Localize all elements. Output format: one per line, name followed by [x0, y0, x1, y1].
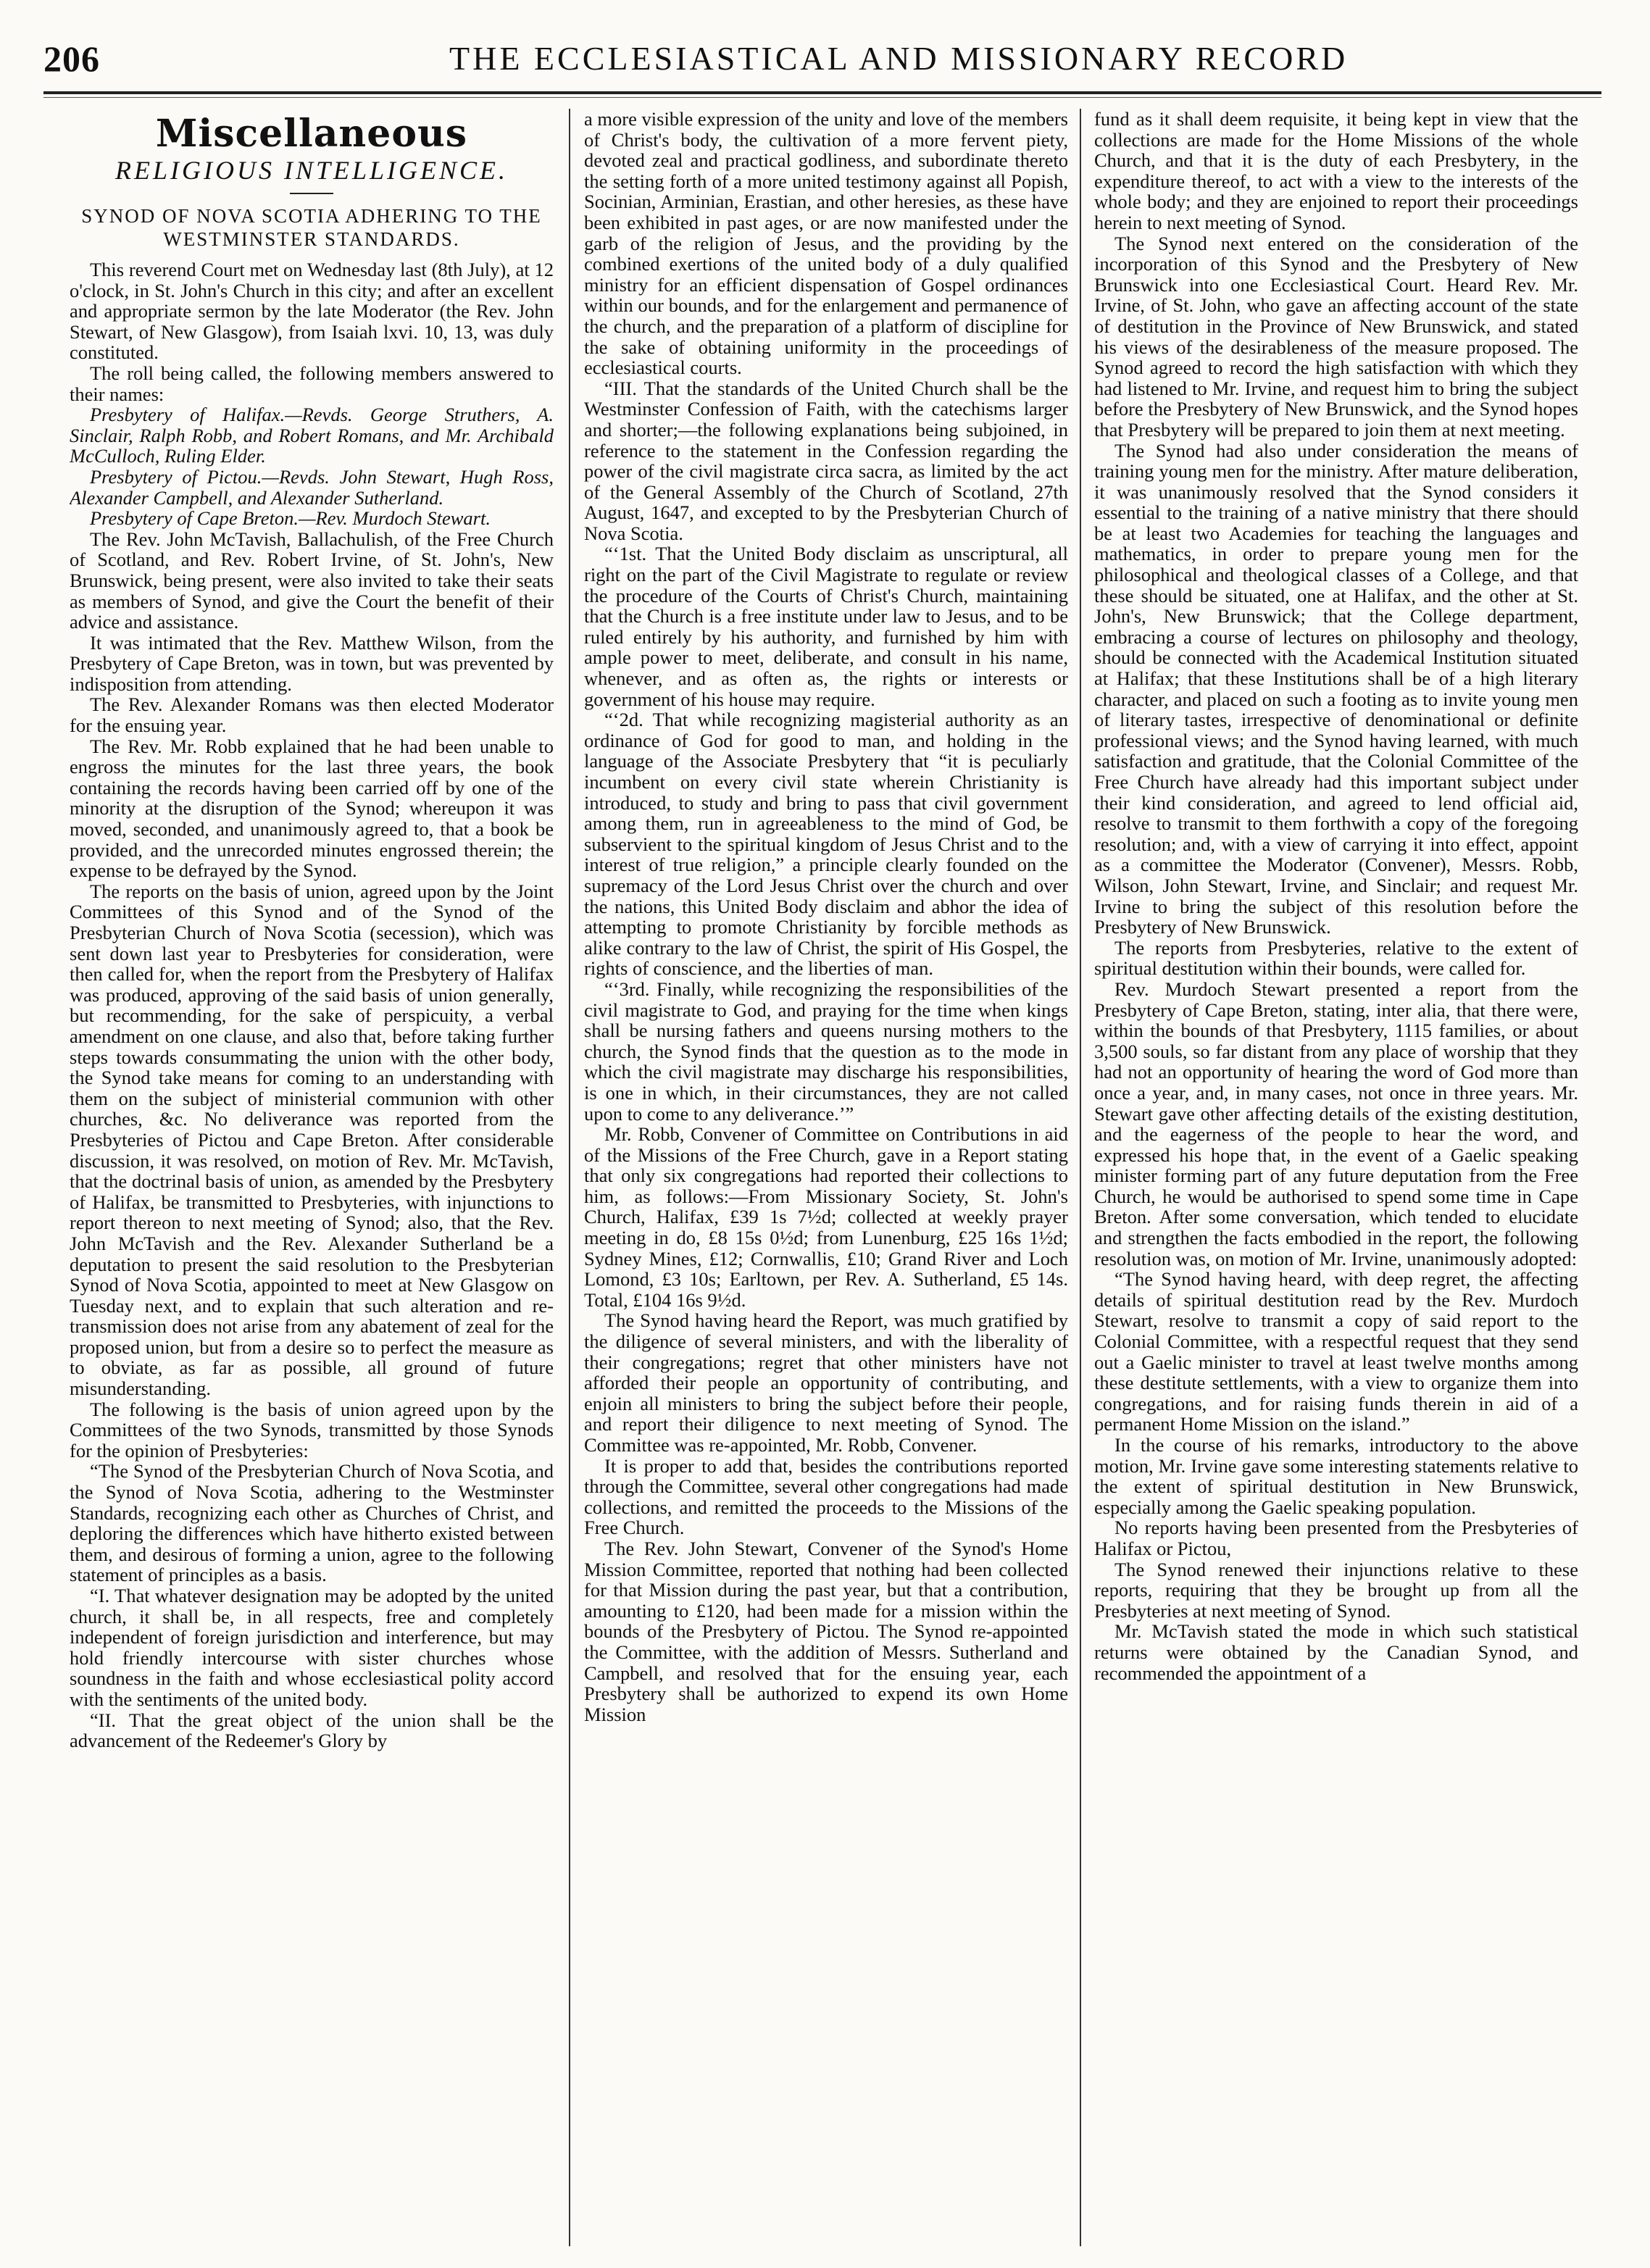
paragraph: Presbytery of Cape Breton.—Rev. Murdoch Stewart.: [90, 507, 491, 530]
paragraph: The Synod renewed their injunctions relative to these reports, requiring that they be brought up from all the Presbyteries at next meeting of Synod.: [1094, 1558, 1578, 1622]
paragraph: “‘3rd. Finally, while recognizing the responsibilities of the civil magistrate to God, and praying for the time when kings shall be nursing fathers and queens nursing mothers to the church, the Synod finds that the question as to the mode in which the civil magistrate may discharge his responsibilities, is one in which, in their circumstances, they are not called upon to come to any deliverance.’”: [584, 977, 1068, 1125]
paragraph: The Rev. John McTavish, Ballachulish, of the Free Church of Scotland, and Rev. Robert Irvine, of St. John's, New Brunswick, being present, were also invited to take their seats as members of Synod, and give the Court the benefit of their advice and assistance.: [70, 528, 554, 633]
paragraph: The reports from Presbyteries, relative to the extent of spiritual destitution within their bounds, were called for.: [1094, 936, 1578, 980]
paragraph: Rev. Murdoch Stewart presented a report from the Presbytery of Cape Breton, stating, inter alia, that there were, within the bounds of that Presbytery, 1115 families, or about 3,500 souls, so far distant from any place of worship that they had not an opportunity of hearing the word of God more than once a year, and, in many cases, not once in three years. Mr. Stewart gave other affecting details of the existing destitution, and the eagerness of the people to hear the word, and expressed his hope that, in the event of a Gaelic speaking minister forming part of any future deputation from the Free Church, he would be authorised to spend some time in Cape Breton. After some conversation, which tended to elucidate and strengthen the facts embodied in the report, the following resolution was, on motion of Mr. Irvine, unanimously adopted:: [1094, 977, 1578, 1270]
paragraph: The Rev. Alexander Romans was then elected Moderator for the ensuing year.: [70, 693, 554, 737]
page-number: 206: [43, 38, 100, 79]
paragraph: Mr. McTavish stated the mode in which such statistical returns were obtained by the Canadian Synod, and recommended the appointment of a: [1094, 1620, 1578, 1684]
paragraph: “II. That the great object of the union shall be the advancement of the Redeemer's Glory by: [70, 1709, 554, 1752]
article-title: SYNOD OF NOVA SCOTIA ADHERING TO THE WESTMINSTER STANDARDS.: [81, 205, 542, 250]
paragraph: Mr. Robb, Convener of Committee on Contributions in aid of the Missions of the Free Church, gave in a Report stating that only six congregations had reported their collections to him, as follows:—From Missionary Society, St. John's Church, Halifax, £39 1s 7½d; collected at weekly prayer meeting in do, £8 15s 0½d; from Lunenburg, £25 16s 1½d; Sydney Mines, £12; Cornwallis, £10; Grand River and Loch Lomond, £3 10s; Earltown, per Rev. A. Sutherland, £5 14s. Total, £104 16s 9½d.: [584, 1123, 1068, 1311]
paragraph: fund as it shall deem requisite, it being kept in view that the collections are made for the Home Missions of the whole Church, and that it is the duty of each Presbytery, in the expenditure thereof, to act with a view to the interests of the whole body; and they are enjoined to report their proceedings herein to next meeting of Synod.: [1094, 109, 1578, 233]
section-title: Miscellaneous: [155, 112, 468, 156]
paragraph: “‘2d. That while recognizing magisterial authority as an ordinance of God for good to man, and holding in the language of the Associate Presbytery that “it is peculiarly incumbent on every civil state wherein Christianity is introduced, to study and bring to pass that civil government among them, run in agreeableness to the mind of God, be subservient to the spiritual kingdom of Jesus Christ and to the interest of true religion,” a principle clearly founded on the supremacy of the Lord Jesus Christ over the church and over the nations, this United Body disclaim and abhor the idea of attempting to promote Christianity by forcible methods as alike contrary to the law of Christ, the spirit of His Gospel, the rights of conscience, and the liberties of man.: [584, 709, 1068, 980]
paragraph: It was intimated that the Rev. Matthew Wilson, from the Presbytery of Cape Breton, was in town, but was prevented by indisposition from attending.: [70, 631, 554, 695]
paragraph: “The Synod having heard, with deep regret, the affecting details of spiritual destitution read by the Rev. Murdoch Stewart, resolve to transmit a copy of said report to the Colonial Committee, with a respectful request that they send out a Gaelic minister to travel at least twelve months among these destitute settlements, with a view to organize them into congregations, and for raising funds therein in aid of a permanent Home Mission on the island.”: [1094, 1268, 1578, 1435]
paragraph: The Synod next entered on the consideration of the incorporation of this Synod and the Presbytery of New Brunswick into one Ecclesiastical Court. Heard Rev. Mr. Irvine, of St. John, who gave an affecting account of the state of destitution in the Province of New Brunswick, and stated his views of the desirableness of the measure proposed. The Synod agreed to record the high satisfaction with which they had listened to Mr. Irvine, and request him to bring the subject before the Presbytery of New Brunswick, and the Synod hopes that Presbytery will be prepared to join them at next meeting.: [1094, 232, 1578, 441]
paragraph: The roll being called, the following members answered to their names:: [70, 362, 554, 405]
paragraph: It is proper to add that, besides the contributions reported through the Committee, several other congregations had made collections, and remitted the proceeds to the Missions of the Free Church.: [584, 1454, 1068, 1539]
column-divider: [1080, 109, 1081, 2246]
header-rule-thin: [43, 97, 1601, 98]
paragraph: This reverend Court met on Wednesday last (8th July), at 12 o'clock, in St. John's Church in this city; and after an excellent and appropriate sermon by the late Moderator (the Rev. John Stewart, of New Glasgow), from Isaiah lxvi. 10, 13, was duly constituted.: [70, 259, 554, 364]
header-rule: [43, 91, 1601, 94]
paragraph: The reports on the basis of union, agreed upon by the Joint Committees of this Synod and of the Synod of the Presbyterian Church of Nova Scotia (secession), which was sent down last year to Presbyteries for consideration, were then called for, when the report from the Presbytery of Halifax was produced, approving of the said basis of union generally, but recommending, for the sake of perspicuity, a verbal amendment on one clause, and also that, before taking further steps towards consummating the union with the other body, the Synod take means for coming to an understanding with them on the subject of ministerial communion with other churches, &c. No deliverance was reported from the Presbyteries of Pictou and Cape Breton. After considerable discussion, it was resolved, on motion of Rev. Mr. McTavish, that the doctrinal basis of union, as amended by the Presbytery of Halifax, be transmitted to Presbyteries, with injunctions to report thereon to next meeting of Synod; also, that the Rev. John McTavish and the Rev. Alexander Sutherland be a deputation to present the said resolution to the Presbyterian Synod of Nova Scotia, appointed to meet at New Glasgow on Tuesday next, and to explain that such alteration and re-transmission does not arise from any abatement of zeal for the proposed union, but from a desire so to perfect the measure as to obviate, as far as possible, all ground of future misunderstanding.: [70, 880, 554, 1400]
running-title: THE ECCLESIASTICAL AND MISSIONARY RECORD: [449, 40, 1349, 77]
column-1: [70, 109, 554, 2246]
paragraph: “‘1st. That the United Body disclaim as unscriptural, all right on the part of the Civil Magistrate to regulate or review the procedure of the Courts of Christ's Church, maintaining that the Church is a free institute under law to Jesus, and to be ruled entirely by his authority, and furnished by him with ample power to meet, deliberate, and consult in his name, whenever, and as often as, the rights or interests or government of his house may require.: [584, 543, 1068, 710]
paragraph: “The Synod of the Presbyterian Church of Nova Scotia, and the Synod of Nova Scotia, adhering to the Westminster Standards, recognizing each other as Churches of Christ, and deploring the differences which have hitherto existed between them, and desirous of forming a union, agree to the following statement of principles as a basis.: [70, 1460, 554, 1586]
column-3: [1094, 109, 1578, 2246]
paragraph: The Rev. Mr. Robb explained that he had been unable to engross the minutes for the last three years, the book containing the records having been carried off by one of the minority at the disruption of the Synod; whereupon it was moved, seconded, and unanimously agreed to, that a book be provided, and the unrecorded minutes engrossed therein; the expense to be defrayed by the Synod.: [70, 735, 554, 882]
column-divider: [569, 109, 570, 2246]
paragraph: The Rev. John Stewart, Convener of the Synod's Home Mission Committee, reported that nothing had been collected for that Mission during the past year, but that a contribution, amounting to £120, had been made for a mission within the bounds of the Presbytery of Pictou. The Synod re-appointed the Committee, with the addition of Messrs. Sutherland and Campbell, and resolved that for the ensuing year, each Presbytery shall be authorized to expend its own Home Mission: [584, 1537, 1068, 1725]
paragraph: Presbytery of Halifax.—Revds. George Struthers, A. Sinclair, Ralph Robb, and Robert Romans, and Mr. Archibald McCulloch, Ruling Elder.: [70, 404, 554, 467]
column-2: [584, 109, 1068, 2246]
paragraph: “III. That the standards of the United Church shall be the Westminster Confession of Faith, with the catechisms larger and shorter;—the following explanations being subjoined, in reference to the statement in the Confession regarding the power of the civil magistrate circa sacra, as limited by the act of the General Assembly of the Church of Scotland, 27th August, 1647, and excepted to by the Presbyterian Church of Nova Scotia.: [584, 377, 1068, 544]
paragraph: Presbytery of Pictou.—Revds. John Stewart, Hugh Ross, Alexander Campbell, and Alexander Sutherland.: [70, 465, 554, 509]
paragraph: “I. That whatever designation may be adopted by the united church, it shall be, in all respects, free and completely independent of foreign jurisdiction and interference, but may hold friendly intercourse with sister churches whose soundness in the faith and whose ecclesiastical polity accord with the sentiments of the united body.: [70, 1585, 554, 1710]
paragraph: a more visible expression of the unity and love of the members of Christ's body, the cultivation of a more fervent piety, devoted zeal and practical godliness, and subordinate thereto the setting forth of a more united testimony against all Popish, Socinian, Arminian, Erastian, and other heresies, as these have been exhibited in past ages, or are now manifested under the garb of the religion of Jesus, and the providing by the combined exertions of the united body of a duly qualified ministry for an efficient dispensation of Gospel ordinances within our bounds, and for the enlargement and permanence of the church, and the preparation of a platform of discipline for the sake of obtaining uniformity in the proceedings of ecclesiastical courts.: [584, 109, 1068, 379]
page-header: [43, 35, 1601, 86]
paragraph: No reports having been presented from the Presbyteries of Halifax or Pictou,: [1094, 1517, 1578, 1559]
paragraph: The Synod having heard the Report, was much gratified by the diligence of several ministers, and with the liberality of their congregations; regret that other ministers have not afforded their people an opportunity of contributing, and enjoin all ministers to bring the subject before their people, and report their diligence to next meeting of Synod. The Committee was re-appointed, Mr. Robb, Convener.: [584, 1309, 1068, 1456]
section-subtitle: RELIGIOUS INTELLIGENCE.: [114, 156, 509, 185]
paragraph: The Synod had also under consideration the means of training young men for the ministry. After mature deliberation, it was unanimously resolved that the Synod considers it essential to the training of a native ministry that there should be at least two Academies for teaching the languages and mathematics, in order to prepare young men for the philosophical and theological classes of a College, and that these should be situated, one at Halifax, and the other at St. John's, New Brunswick; that the College department, embracing a course of lectures on philosophy and theology, should be connected with the Academical Institution situated at Halifax; that these Institutions shall be of a high literary character, and placed on such a footing as to invite young men of literary tastes, irrespective of denominational or definite professional views; and the Synod having learned, with much satisfaction and gratitude, that the Colonial Committee of the Free Church have already had this important subject under their kind consideration, and agreed to lend official aid, resolve to transmit to them forthwith a copy of the foregoing resolution; and, with a view of carrying it into effect, appoint as a committee the Moderator (Convener), Messrs. Robb, Wilson, John Stewart, Irvine, and Sinclair; and request Mr. Irvine to bring the subject of this resolution before the Presbytery of New Brunswick.: [1094, 439, 1578, 938]
paragraph: The following is the basis of union agreed upon by the Committees of the two Synods, transmitted by those Synods for the opinion of Presbyteries:: [70, 1398, 554, 1462]
section-rule: [290, 193, 333, 194]
paragraph: In the course of his remarks, introductory to the above motion, Mr. Irvine gave some interesting statements relative to the extent of spiritual destitution in New Brunswick, especially among the Gaelic speaking population.: [1094, 1434, 1578, 1518]
